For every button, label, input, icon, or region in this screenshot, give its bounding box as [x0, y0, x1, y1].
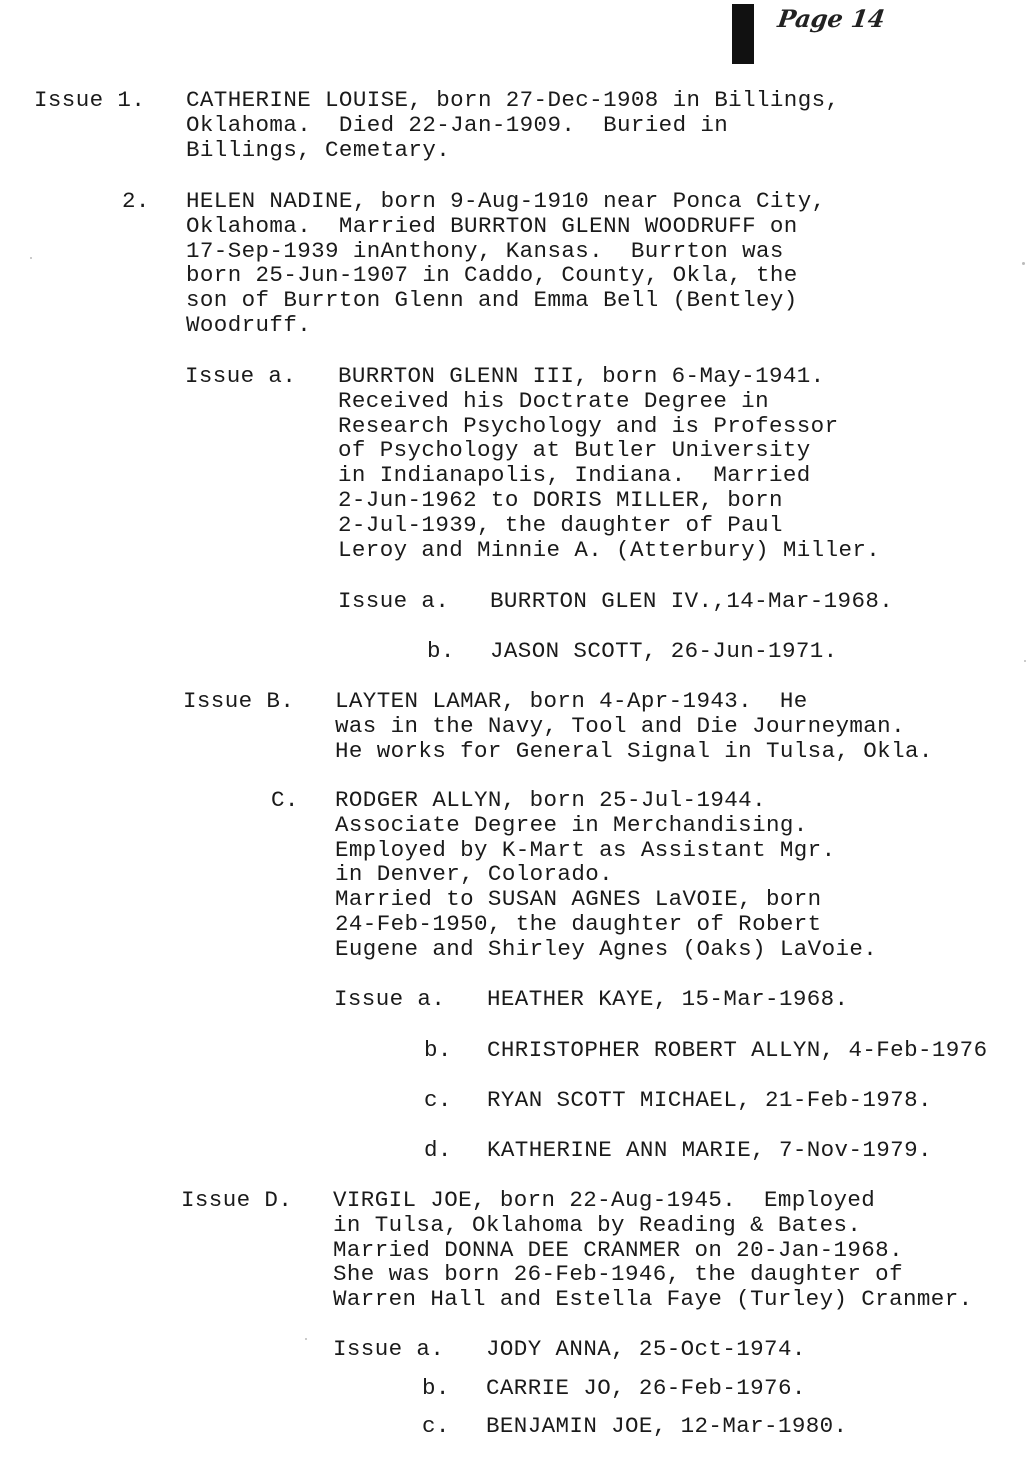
entry-text-line: BENJAMIN JOE, 12-Mar-1980. — [486, 1413, 848, 1439]
entry-text-line: RODGER ALLYN, born 25-Jul-1944. — [335, 787, 766, 813]
entry-text-line: of Psychology at Butler University — [338, 437, 811, 464]
entry-text-line: Oklahoma. Died 22-Jan-1909. Buried in — [186, 111, 729, 138]
entry-label: Issue a. — [338, 588, 450, 614]
page-stamp-mark — [732, 4, 754, 64]
entry-text-line: She was born 26-Feb-1946, the daughter of — [333, 1261, 903, 1288]
entry-text-line: LAYTEN LAMAR, born 4-Apr-1943. He — [335, 688, 808, 714]
entry-text-line: 2-Jun-1962 to DORIS MILLER, born — [338, 487, 783, 513]
entry-text-line: Married DONNA DEE CRANMER on 20-Jan-1968. — [333, 1236, 903, 1263]
scan-speck — [305, 1338, 307, 1340]
entry-text-line: CHRISTOPHER ROBERT ALLYN, 4-Feb-1976 — [487, 1037, 988, 1063]
entry-label: Issue a. — [185, 363, 297, 389]
entry-label: Issue D. — [181, 1187, 293, 1213]
entry-text-line: Warren Hall and Estella Faye (Turley) Cranmer. — [333, 1286, 973, 1313]
entry-text-line: Married to SUSAN AGNES LaVOIE, born — [335, 886, 822, 913]
entry-text-line: Received his Doctrate Degree in — [338, 387, 769, 414]
entry-label: c. — [424, 1087, 452, 1113]
entry-text-line: in Denver, Colorado. — [335, 861, 614, 888]
entry-text-line: BURRTON GLEN IV.,14-Mar-1968. — [490, 588, 894, 614]
entry-text-line: was in the Navy, Tool and Die Journeyman. — [335, 712, 905, 739]
entry-text-line: VIRGIL JOE, born 22-Aug-1945. Employed — [333, 1187, 876, 1213]
entry-text-line: JASON SCOTT, 26-Jun-1971. — [490, 638, 838, 664]
scan-speck — [30, 257, 32, 259]
page-number-handwritten: Page 14 — [775, 4, 887, 33]
entry-text-line: in Tulsa, Oklahoma by Reading & Bates. — [333, 1211, 862, 1238]
entry-text-line: RYAN SCOTT MICHAEL, 21-Feb-1978. — [487, 1087, 932, 1113]
entry-label: Issue B. — [183, 688, 295, 714]
entry-text-line: HELEN NADINE, born 9-Aug-1910 near Ponca City, — [186, 188, 826, 214]
entry-text-line: Employed by K-Mart as Assistant Mgr. — [335, 836, 836, 863]
entry-text-line: 17-Sep-1939 inAnthony, Kansas. Burrton was — [186, 237, 784, 264]
entry-text-line: Leroy and Minnie A. (Atterbury) Miller. — [338, 536, 881, 563]
entry-text-line: son of Burrton Glenn and Emma Bell (Bentley) — [186, 287, 798, 314]
entry-label: b. — [427, 638, 455, 664]
entry-label: C. — [271, 787, 299, 813]
entry-text-line: He works for General Signal in Tulsa, Okla. — [335, 737, 933, 764]
entry-text-line: born 25-Jun-1907 in Caddo, County, Okla, the — [186, 262, 798, 289]
entry-text-line: Billings, Cemetary. — [186, 136, 451, 163]
entry-label: 2. — [122, 188, 150, 214]
entry-text-line: Research Psychology and is Professor — [338, 412, 839, 439]
entry-text-line: Associate Degree in Merchandising. — [335, 811, 808, 838]
entry-text-line: BURRTON GLENN III, born 6-May-1941. — [338, 363, 825, 389]
entry-text-line: Eugene and Shirley Agnes (Oaks) LaVoie. — [335, 935, 878, 962]
entry-text-line: Oklahoma. Married BURRTON GLENN WOODRUFF on — [186, 212, 798, 239]
entry-label: b. — [422, 1375, 450, 1401]
entry-text-line: in Indianapolis, Indiana. Married — [338, 462, 811, 489]
entry-text-line: JODY ANNA, 25-Oct-1974. — [486, 1336, 806, 1362]
entry-text-line: 24-Feb-1950, the daughter of Robert — [335, 911, 822, 937]
entry-label: Issue a. — [333, 1336, 445, 1362]
scan-speck — [1024, 660, 1026, 662]
entry-text-line: 2-Jul-1939, the daughter of Paul — [338, 511, 783, 538]
scan-speck — [1022, 262, 1025, 265]
entry-label: Issue a. — [334, 986, 446, 1012]
entry-label: Issue 1. — [34, 87, 146, 113]
entry-text-line: CATHERINE LOUISE, born 27-Dec-1908 in Billings, — [186, 87, 840, 113]
entry-text-line: Woodruff. — [186, 312, 312, 338]
entry-text-line: CARRIE JO, 26-Feb-1976. — [486, 1375, 806, 1401]
entry-label: c. — [422, 1413, 450, 1439]
entry-label: d. — [424, 1137, 452, 1163]
entry-text-line: KATHERINE ANN MARIE, 7-Nov-1979. — [487, 1137, 932, 1163]
entry-label: b. — [424, 1037, 452, 1063]
entry-text-line: HEATHER KAYE, 15-Mar-1968. — [487, 986, 849, 1012]
